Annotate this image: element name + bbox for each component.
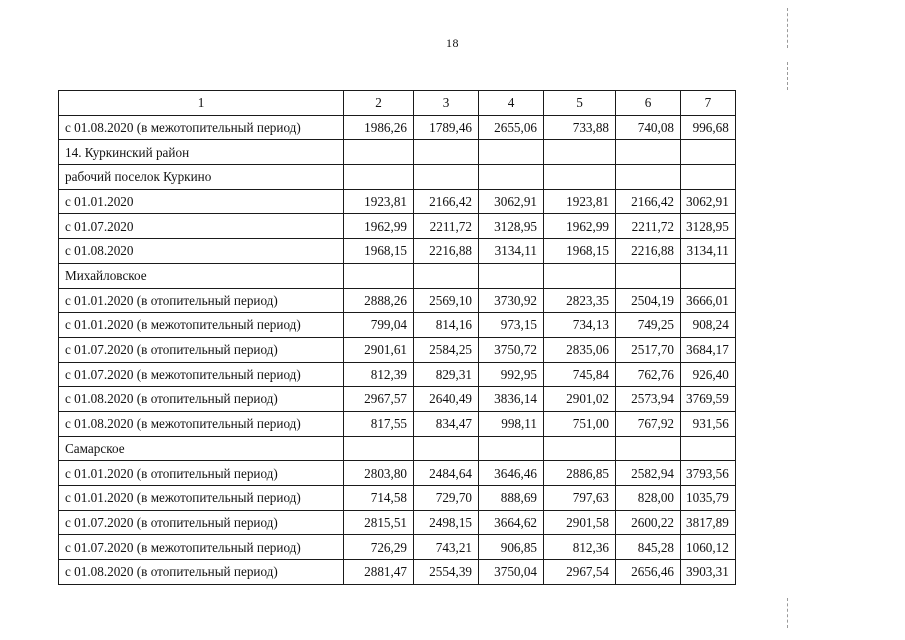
- value-cell: 733,88: [544, 115, 616, 140]
- column-header: 4: [479, 91, 544, 116]
- value-cell: 714,58: [344, 486, 414, 511]
- value-cell: 814,16: [414, 313, 479, 338]
- value-cell: 992,95: [479, 362, 544, 387]
- value-cell: 888,69: [479, 486, 544, 511]
- value-cell: 2823,35: [544, 288, 616, 313]
- value-cell: [681, 140, 736, 165]
- value-cell: [544, 436, 616, 461]
- value-cell: 2888,26: [344, 288, 414, 313]
- value-cell: 743,21: [414, 535, 479, 560]
- value-cell: 3062,91: [681, 189, 736, 214]
- table-row: [59, 214, 736, 239]
- table-row: [59, 560, 736, 585]
- value-cell: 797,63: [544, 486, 616, 511]
- value-cell: 2901,58: [544, 510, 616, 535]
- table-row: [59, 461, 736, 486]
- row-label-cell: с 01.07.2020 (в отопительный период): [59, 510, 344, 535]
- value-cell: [616, 165, 681, 190]
- value-cell: [479, 436, 544, 461]
- value-cell: [414, 165, 479, 190]
- value-cell: 799,04: [344, 313, 414, 338]
- value-cell: 3664,62: [479, 510, 544, 535]
- value-cell: 1060,12: [681, 535, 736, 560]
- value-cell: 2881,47: [344, 560, 414, 585]
- column-header: 1: [59, 91, 344, 116]
- value-cell: [544, 263, 616, 288]
- page-number: 18: [446, 36, 459, 50]
- table-row: [59, 165, 736, 190]
- value-cell: [344, 140, 414, 165]
- value-cell: 1968,15: [544, 239, 616, 264]
- value-cell: 1923,81: [344, 189, 414, 214]
- value-cell: 3646,46: [479, 461, 544, 486]
- value-cell: 3666,01: [681, 288, 736, 313]
- value-cell: 3836,14: [479, 387, 544, 412]
- value-cell: 734,13: [544, 313, 616, 338]
- value-cell: 3062,91: [479, 189, 544, 214]
- row-label-cell: Михайловское: [59, 263, 344, 288]
- value-cell: [479, 165, 544, 190]
- value-cell: 1923,81: [544, 189, 616, 214]
- row-label-cell: Самарское: [59, 436, 344, 461]
- value-cell: 2504,19: [616, 288, 681, 313]
- table-row: [59, 486, 736, 511]
- value-cell: [681, 436, 736, 461]
- value-cell: 2211,72: [414, 214, 479, 239]
- margin-marker-line: [787, 598, 788, 628]
- table-row: [59, 263, 736, 288]
- value-cell: [344, 263, 414, 288]
- value-cell: 3750,04: [479, 560, 544, 585]
- value-cell: 2211,72: [616, 214, 681, 239]
- value-cell: 1962,99: [544, 214, 616, 239]
- row-label-cell: с 01.01.2020: [59, 189, 344, 214]
- value-cell: 2569,10: [414, 288, 479, 313]
- value-cell: 931,56: [681, 411, 736, 436]
- table-row: [59, 288, 736, 313]
- value-cell: 1035,79: [681, 486, 736, 511]
- value-cell: 745,84: [544, 362, 616, 387]
- value-cell: 1789,46: [414, 115, 479, 140]
- value-cell: 740,08: [616, 115, 681, 140]
- column-header: 2: [344, 91, 414, 116]
- row-label-cell: с 01.08.2020: [59, 239, 344, 264]
- row-label-cell: с 01.01.2020 (в межотопительный период): [59, 313, 344, 338]
- value-cell: [344, 165, 414, 190]
- value-cell: [681, 263, 736, 288]
- value-cell: 2803,80: [344, 461, 414, 486]
- value-cell: 2216,88: [616, 239, 681, 264]
- value-cell: 812,39: [344, 362, 414, 387]
- value-cell: 845,28: [616, 535, 681, 560]
- value-cell: 2886,85: [544, 461, 616, 486]
- table-row: [59, 140, 736, 165]
- row-label-cell: с 01.01.2020 (в отопительный период): [59, 288, 344, 313]
- margin-marker-line: [787, 62, 788, 90]
- value-cell: 2216,88: [414, 239, 479, 264]
- value-cell: 2554,39: [414, 560, 479, 585]
- row-label-cell: 14. Куркинский район: [59, 140, 344, 165]
- table-row: [59, 387, 736, 412]
- value-cell: 812,36: [544, 535, 616, 560]
- row-label-cell: с 01.07.2020: [59, 214, 344, 239]
- value-cell: 828,00: [616, 486, 681, 511]
- table-row: [59, 313, 736, 338]
- column-header: 6: [616, 91, 681, 116]
- value-cell: 2498,15: [414, 510, 479, 535]
- value-cell: 1962,99: [344, 214, 414, 239]
- value-cell: [681, 165, 736, 190]
- value-cell: 2835,06: [544, 337, 616, 362]
- value-cell: 2166,42: [414, 189, 479, 214]
- value-cell: [544, 165, 616, 190]
- value-cell: 2517,70: [616, 337, 681, 362]
- value-cell: 749,25: [616, 313, 681, 338]
- value-cell: 834,47: [414, 411, 479, 436]
- value-cell: [414, 140, 479, 165]
- column-header: 5: [544, 91, 616, 116]
- value-cell: 829,31: [414, 362, 479, 387]
- value-cell: 2656,46: [616, 560, 681, 585]
- value-cell: 2901,61: [344, 337, 414, 362]
- value-cell: [479, 263, 544, 288]
- value-cell: 3769,59: [681, 387, 736, 412]
- value-cell: 2600,22: [616, 510, 681, 535]
- table-row: [59, 362, 736, 387]
- value-cell: 3128,95: [681, 214, 736, 239]
- row-label-cell: рабочий поселок Куркино: [59, 165, 344, 190]
- value-cell: [544, 140, 616, 165]
- value-cell: 1968,15: [344, 239, 414, 264]
- value-cell: 973,15: [479, 313, 544, 338]
- value-cell: 729,70: [414, 486, 479, 511]
- value-cell: 3684,17: [681, 337, 736, 362]
- value-cell: 926,40: [681, 362, 736, 387]
- value-cell: 2573,94: [616, 387, 681, 412]
- value-cell: 3134,11: [681, 239, 736, 264]
- value-cell: 3730,92: [479, 288, 544, 313]
- value-cell: 1986,26: [344, 115, 414, 140]
- row-label-cell: с 01.07.2020 (в отопительный период): [59, 337, 344, 362]
- value-cell: 2655,06: [479, 115, 544, 140]
- row-label-cell: с 01.01.2020 (в межотопительный период): [59, 486, 344, 511]
- value-cell: 2815,51: [344, 510, 414, 535]
- table-body: [59, 115, 736, 584]
- row-label-cell: с 01.08.2020 (в межотопительный период): [59, 115, 344, 140]
- column-header: 3: [414, 91, 479, 116]
- value-cell: 2901,02: [544, 387, 616, 412]
- table-row: [59, 337, 736, 362]
- value-cell: [616, 140, 681, 165]
- value-cell: 906,85: [479, 535, 544, 560]
- table-row: [59, 436, 736, 461]
- margin-marker-line: [787, 8, 788, 48]
- value-cell: 751,00: [544, 411, 616, 436]
- table-row: [59, 535, 736, 560]
- value-cell: 2967,54: [544, 560, 616, 585]
- value-cell: [616, 436, 681, 461]
- value-cell: 2640,49: [414, 387, 479, 412]
- value-cell: 817,55: [344, 411, 414, 436]
- value-cell: 3817,89: [681, 510, 736, 535]
- value-cell: 3128,95: [479, 214, 544, 239]
- value-cell: 2484,64: [414, 461, 479, 486]
- table-row: [59, 189, 736, 214]
- table-row: [59, 411, 736, 436]
- column-header: 7: [681, 91, 736, 116]
- value-cell: 726,29: [344, 535, 414, 560]
- value-cell: [414, 436, 479, 461]
- row-label-cell: с 01.08.2020 (в межотопительный период): [59, 411, 344, 436]
- value-cell: 3134,11: [479, 239, 544, 264]
- value-cell: 2584,25: [414, 337, 479, 362]
- value-cell: 998,11: [479, 411, 544, 436]
- row-label-cell: с 01.08.2020 (в отопительный период): [59, 560, 344, 585]
- table-row: [59, 115, 736, 140]
- value-cell: 996,68: [681, 115, 736, 140]
- value-cell: 2582,94: [616, 461, 681, 486]
- table-row: [59, 239, 736, 264]
- value-cell: 2166,42: [616, 189, 681, 214]
- value-cell: 3793,56: [681, 461, 736, 486]
- value-cell: [616, 263, 681, 288]
- table-header-row: [59, 91, 736, 116]
- value-cell: 908,24: [681, 313, 736, 338]
- value-cell: [479, 140, 544, 165]
- row-label-cell: с 01.07.2020 (в межотопительный период): [59, 362, 344, 387]
- table-row: [59, 510, 736, 535]
- value-cell: [414, 263, 479, 288]
- value-cell: 762,76: [616, 362, 681, 387]
- value-cell: 767,92: [616, 411, 681, 436]
- value-cell: 3750,72: [479, 337, 544, 362]
- value-cell: 3903,31: [681, 560, 736, 585]
- row-label-cell: с 01.07.2020 (в межотопительный период): [59, 535, 344, 560]
- value-cell: [344, 436, 414, 461]
- row-label-cell: с 01.08.2020 (в отопительный период): [59, 387, 344, 412]
- value-cell: 2967,57: [344, 387, 414, 412]
- tariff-table: [58, 90, 736, 585]
- row-label-cell: с 01.01.2020 (в отопительный период): [59, 461, 344, 486]
